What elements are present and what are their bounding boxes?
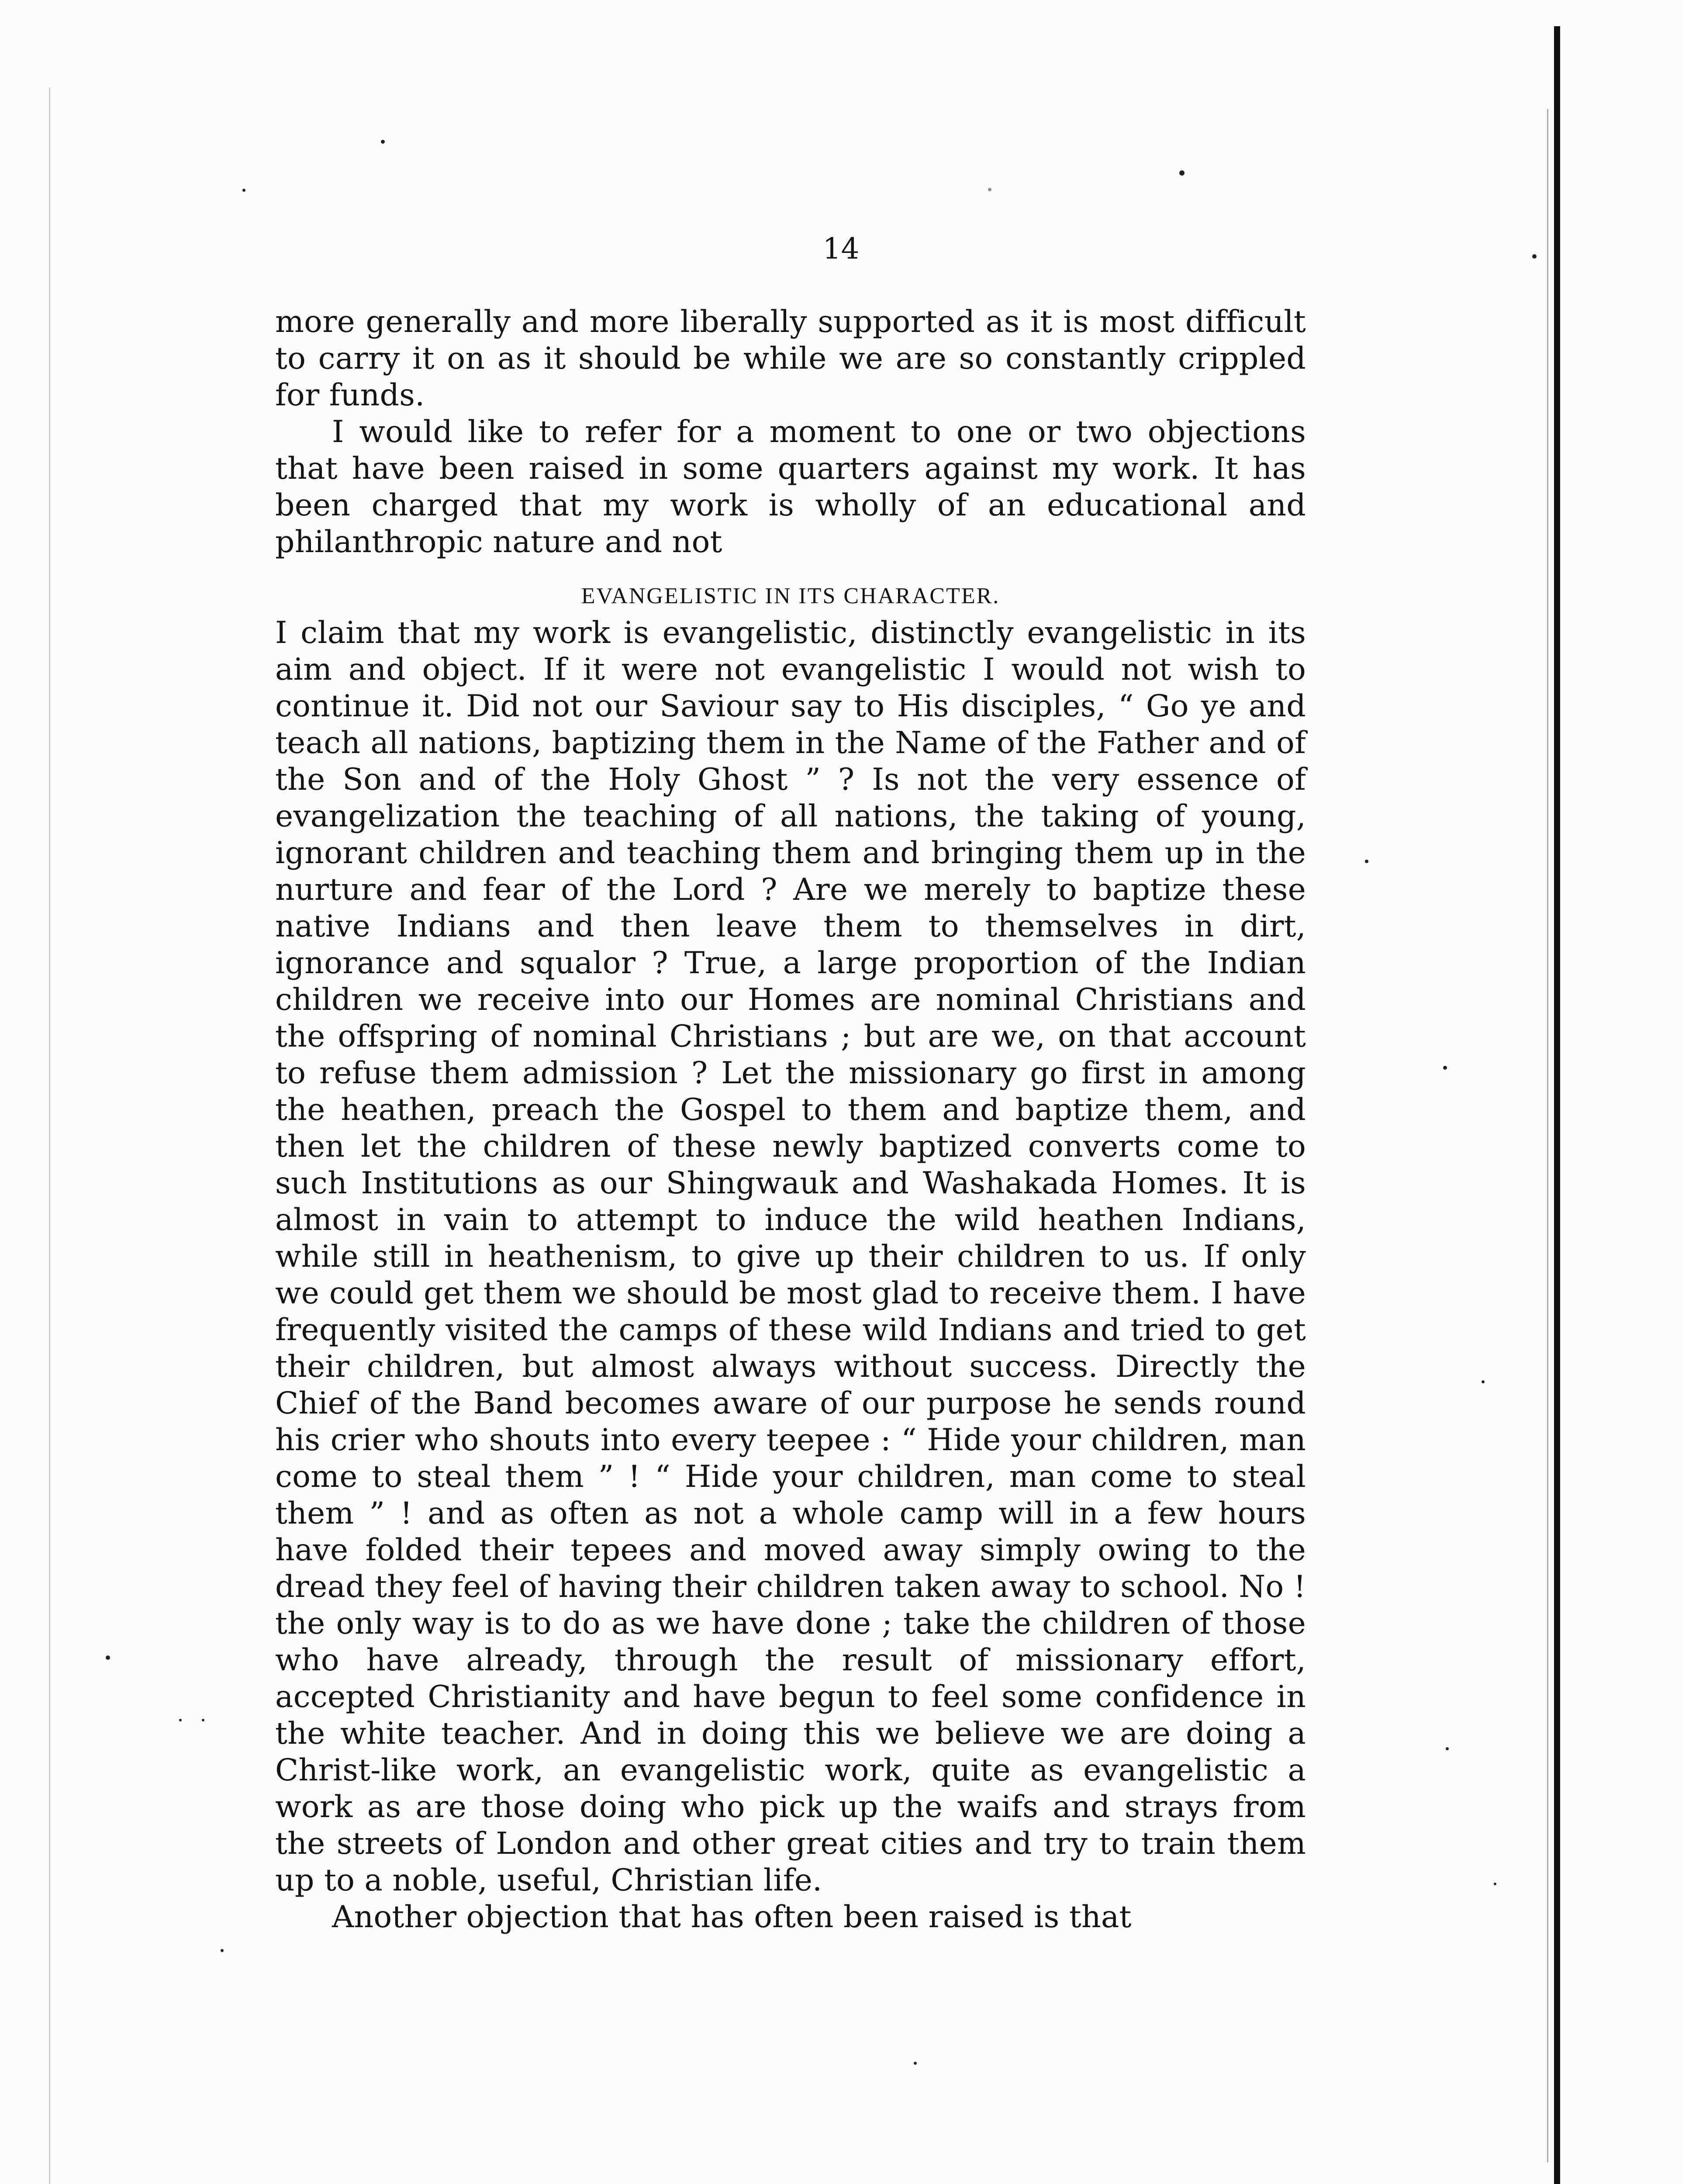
scan-speck [1443,1066,1447,1070]
scan-edge-right [1554,26,1560,2184]
scan-speck [1179,170,1185,176]
scan-edge-right-faint [1547,109,1548,2162]
page-number: 14 [822,232,860,266]
body-text [275,615,1306,1935]
scan-speck [1365,860,1368,863]
scan-edge-left [49,87,50,2184]
scan-speck [202,1719,204,1721]
scan-speck [179,1719,182,1721]
scan-speck [106,1655,110,1660]
scan-speck [221,1949,224,1952]
paragraph: I would like to refer for a moment to one or two objections that have been raised in some quarters against my work. It has been charged that my work is wholly of an educational and philanthropic nature and not [275,414,1306,560]
paragraph: Another objection that has often been raised is that [332,1899,1132,1935]
scan-speck [1446,1747,1449,1750]
scan-speck [1482,1380,1485,1383]
scan-speck [381,140,385,144]
scan-speck [914,2062,917,2065]
scan-speck [1532,254,1537,259]
paragraph: more generally and more liberally supported as it is most difficult to carry it on as it should be while we are so constantly crippled for funds. [275,304,1306,413]
paragraph: I claim that my work is evangelistic, distinctly evangelistic in its aim and object. If it were not evangelistic I would not wish to continue it. Did not our Saviour say to His disciples, “ Go ye and teach all nations, baptizing them in the Name of the Father and of the Son and of the Holy Ghost ” ? Is not the very essence of evangelization the teaching of all nations, the taking of young, ignorant children and teaching them and bringing them up in the nurture and fear of the Lord ? Are we merely to baptize these native Indians and then leave them to themselves in dirt, ignorance and squalor ? True, a large proportion of the Indian children we receive into our Homes are nominal Christians and the offspring of nominal Christians ; but are we, on that account to refuse them admission ? Let the missionary go first in among the heathen, preach the Gospel to them and baptize them, and then let the children of these newly baptized converts come to such Institutions as our Shingwauk and Washakada Homes. It is almost in vain to attempt to induce the wild heathen Indians, while still in heathenism, to give up their children to us. If only we could get them we should be most glad to receive them. I have frequently visited the camps of these wild Indians and tried to get their children, but almost always without success. Directly the Chief of the Band becomes aware of our purpose he sends round his crier who shouts into every teepee : “ Hide your children, man come to steal them ” ! “ Hide your children, man come to steal them ” ! and as often as not a whole camp will in a few hours have folded their tepees and moved away simply owing to the dread they feel of having their children taken away to school. No ! the only way is to do as we have done ; take the children of those who have already, through the result of missionary effort, accepted Christianity and have begun to feel some confidence in the white teacher. And in doing this we believe we are doing a Christ-like work, an evangelistic work, quite as evangelistic a work as are those doing who pick up the waifs and strays from the streets of London and other great cities and try to train them up to a noble, useful, Christian life. [275,615,1306,1898]
opening-text [275,304,1306,560]
scan-speck [988,188,991,191]
scan-speck [1494,1883,1496,1885]
scan-speck [242,189,245,192]
section-heading: EVANGELISTIC IN ITS CHARACTER. [581,584,1000,608]
